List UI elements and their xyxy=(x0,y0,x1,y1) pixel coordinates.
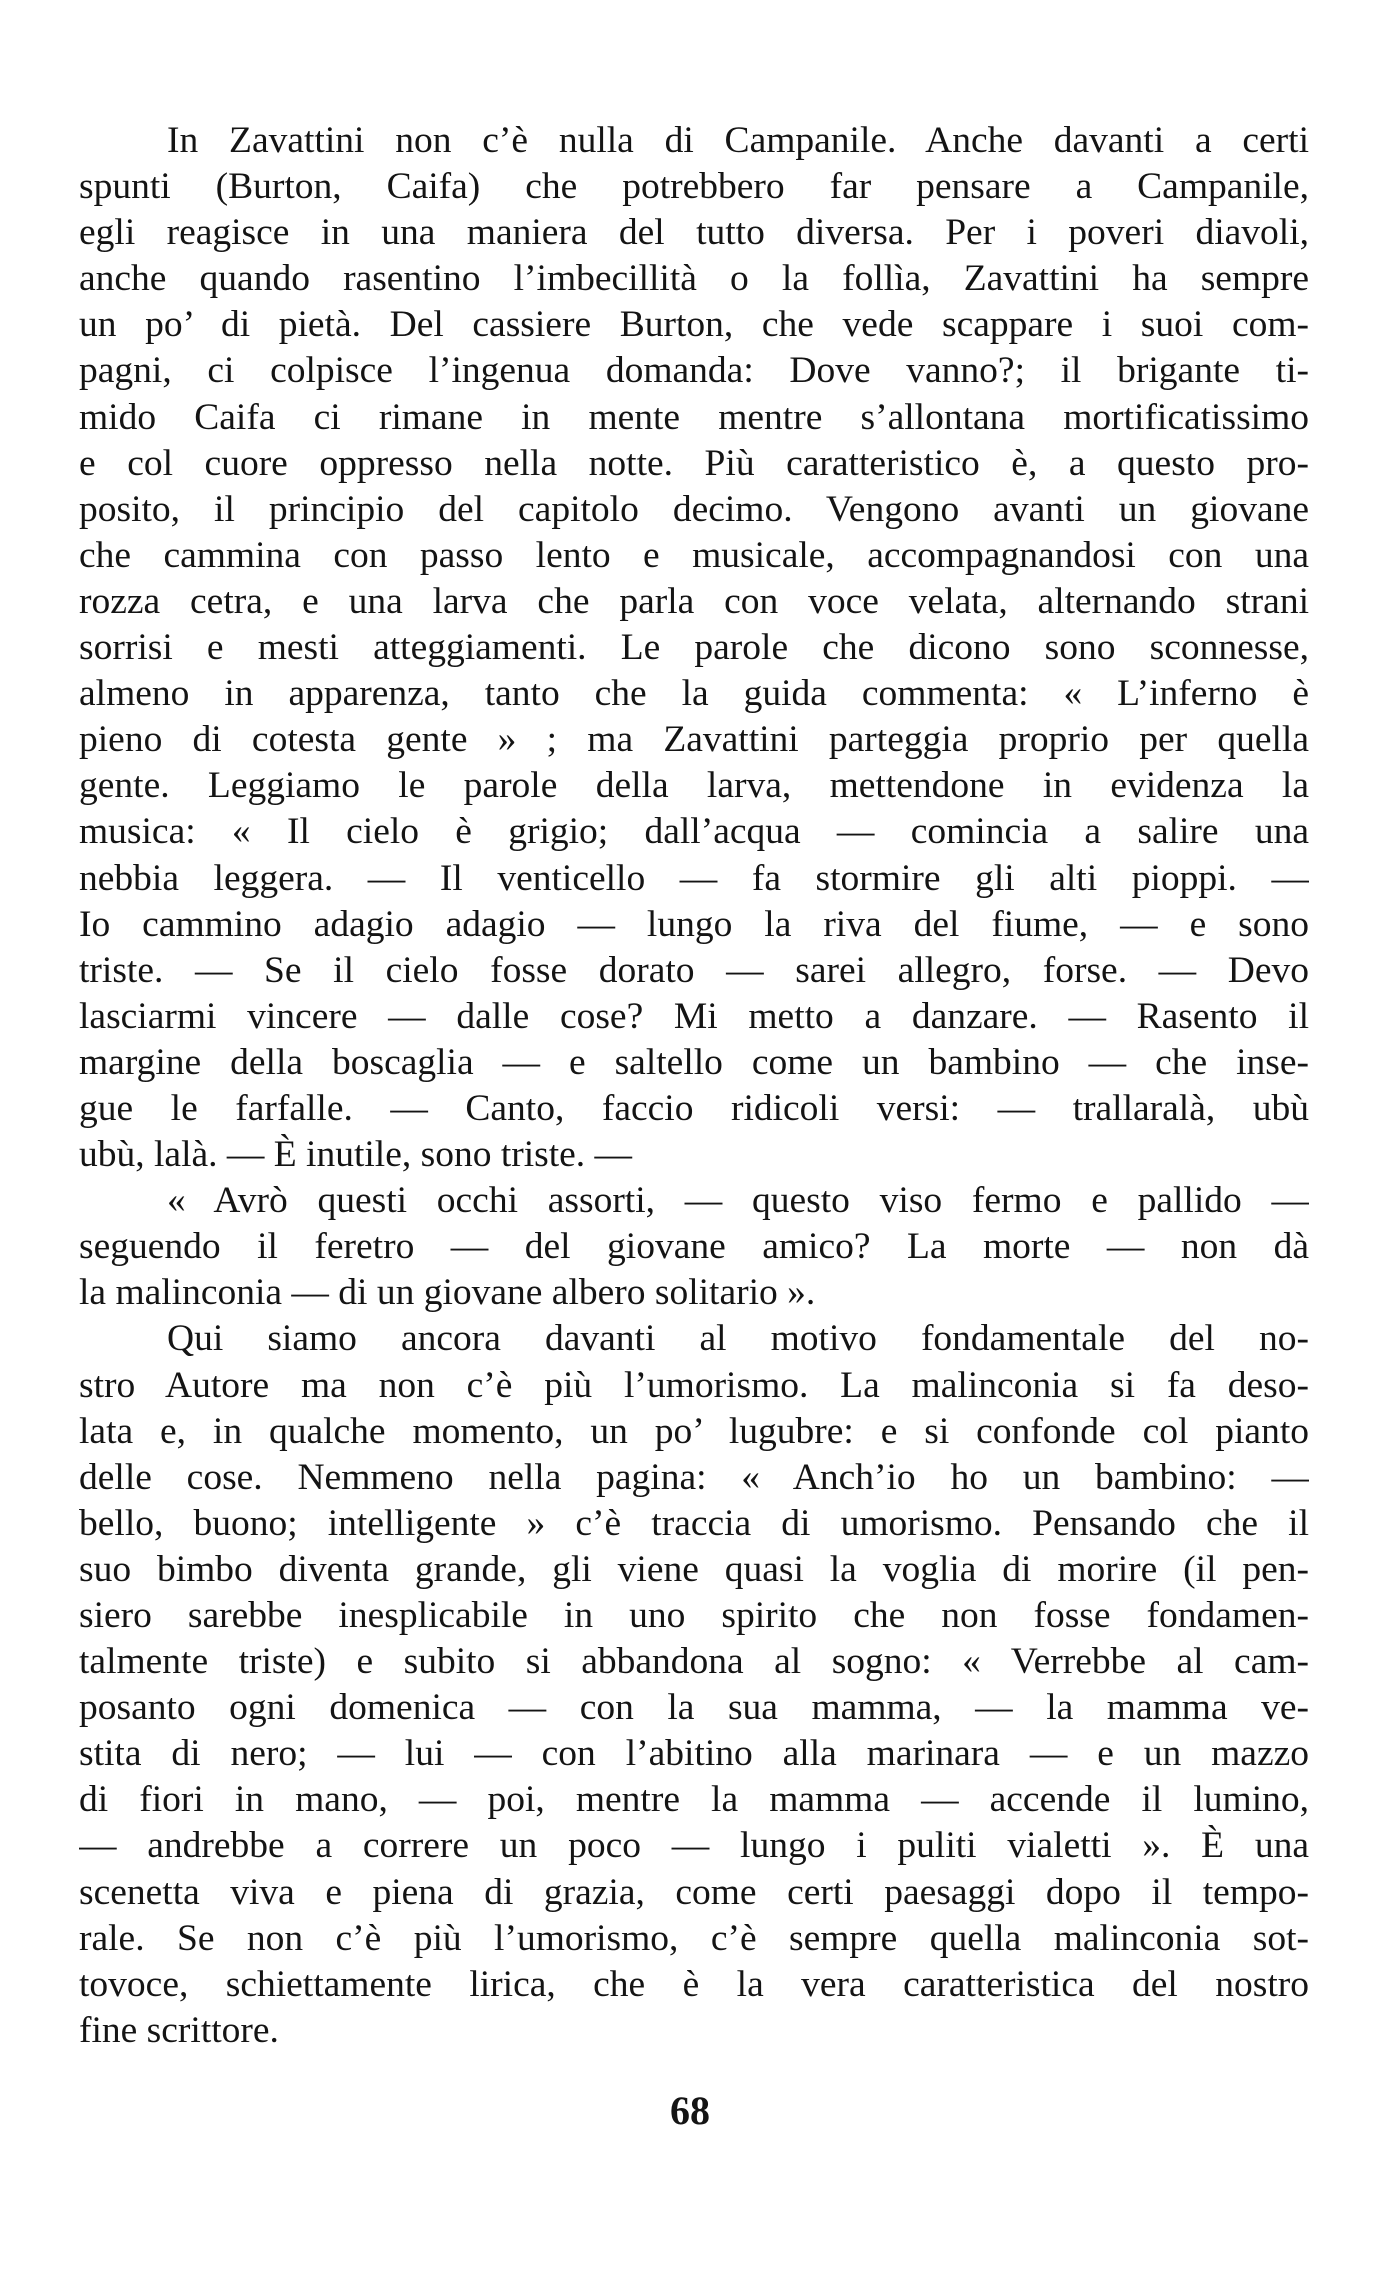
text-line: rozza cetra, e una larva che parla con voce velata, alternando strani xyxy=(79,580,1309,622)
text-line: mido Caifa ci rimane in mente mentre s’allontana mortificatissimo xyxy=(79,396,1309,438)
text-line: la malinconia — di un giovane albero solitario ». xyxy=(79,1272,816,1314)
text-line: talmente triste) e subito si abbandona al sogno: « Verrebbe al cam- xyxy=(79,1641,1309,1683)
text-line: — andrebbe a correre un poco — lungo i puliti vialetti ». È una xyxy=(79,1825,1309,1867)
text-line: delle cose. Nemmeno nella pagina: « Anch’io ho un bambino: — xyxy=(79,1456,1309,1498)
text-line: posito, il principio del capitolo decimo. Vengono avanti un giovane xyxy=(79,488,1309,530)
text-line: siero sarebbe inesplicabile in uno spirito che non fosse fondamen- xyxy=(79,1595,1309,1636)
text-line: rale. Se non c’è più l’umorismo, c’è sempre quella malinconia sot- xyxy=(79,1917,1309,1959)
text-line: spunti (Burton, Caifa) che potrebbero far pensare a Campanile, xyxy=(79,166,1309,208)
body-text xyxy=(79,118,1309,2054)
text-line: un po’ di pietà. Del cassiere Burton, che vede scappare i suoi com- xyxy=(79,304,1309,346)
text-line: triste. — Se il cielo fosse dorato — sarei allegro, forse. — Devo xyxy=(79,949,1309,991)
text-line: lata e, in qualche momento, un po’ lugubre: e si confonde col pianto xyxy=(79,1410,1309,1452)
text-line: stita di nero; — lui — con l’abitino alla marinara — e un mazzo xyxy=(79,1733,1309,1775)
text-line: stro Autore ma non c’è più l’umorismo. La malinconia si fa deso- xyxy=(79,1364,1309,1406)
text-line: pagni, ci colpisce l’ingenua domanda: Dove vanno?; il brigante ti- xyxy=(79,350,1309,392)
text-line: scenetta viva e piena di grazia, come certi paesaggi dopo il tempo- xyxy=(79,1871,1309,1913)
text-line: sorrisi e mesti atteggiamenti. Le parole che dicono sono sconnesse, xyxy=(79,627,1309,669)
text-line: ubù, lalà. — È inutile, sono triste. — xyxy=(79,1134,633,1176)
text-line: nebbia leggera. — Il venticello — fa stormire gli alti pioppi. — xyxy=(79,857,1309,899)
text-line: margine della boscaglia — e saltello come un bambino — che inse- xyxy=(79,1041,1309,1083)
text-line: gente. Leggiamo le parole della larva, mettendone in evidenza la xyxy=(79,765,1309,807)
text-line: fine scrittore. xyxy=(79,2009,279,2051)
text-line: « Avrò questi occhi assorti, — questo viso fermo e pallido — xyxy=(167,1180,1309,1222)
text-line: che cammina con passo lento e musicale, accompagnandosi con una xyxy=(79,534,1309,576)
text-line: bello, buono; intelligente » c’è traccia di umorismo. Pensando che il xyxy=(79,1502,1309,1544)
text-line: musica: « Il cielo è grigio; dall’acqua — comincia a salire una xyxy=(79,811,1309,853)
text-line: anche quando rasentino l’imbecillità o la follìa, Zavattini ha sempre xyxy=(79,258,1309,300)
text-line: lasciarmi vincere — dalle cose? Mi metto a danzare. — Rasento il xyxy=(79,995,1309,1037)
page-number: 68 xyxy=(670,2088,710,2133)
paragraph xyxy=(79,118,1309,1178)
text-line: e col cuore oppresso nella notte. Più caratteristico è, a questo pro- xyxy=(79,442,1309,484)
text-line: egli reagisce in una maniera del tutto diversa. Per i poveri diavoli, xyxy=(79,212,1309,254)
text-line: suo bimbo diventa grande, gli viene quasi la voglia di morire (il pen- xyxy=(79,1548,1309,1590)
paragraph xyxy=(79,1316,1309,2054)
text-line: Qui siamo ancora davanti al motivo fondamentale del no- xyxy=(167,1318,1309,1360)
text-line: Io cammino adagio adagio — lungo la riva del fiume, — e sono xyxy=(79,903,1309,945)
text-line: posanto ogni domenica — con la sua mamma, — la mamma ve- xyxy=(79,1687,1309,1729)
text-line: pieno di cotesta gente » ; ma Zavattini parteggia proprio per quella xyxy=(79,719,1309,761)
text-line: di fiori in mano, — poi, mentre la mamma — accende il lumino, xyxy=(79,1779,1309,1821)
text-line: tovoce, schiettamente lirica, che è la vera caratteristica del nostro xyxy=(79,1963,1309,2005)
text-line: gue le farfalle. — Canto, faccio ridicoli versi: — trallaralà, ubù xyxy=(79,1087,1309,1129)
text-line: In Zavattini non c’è nulla di Campanile. Anche davanti a certi xyxy=(167,120,1309,161)
paragraph xyxy=(79,1178,1309,1316)
text-line: almeno in apparenza, tanto che la guida commenta: « L’inferno è xyxy=(79,673,1309,715)
text-line: seguendo il feretro — del giovane amico? La morte — non dà xyxy=(79,1226,1309,1268)
